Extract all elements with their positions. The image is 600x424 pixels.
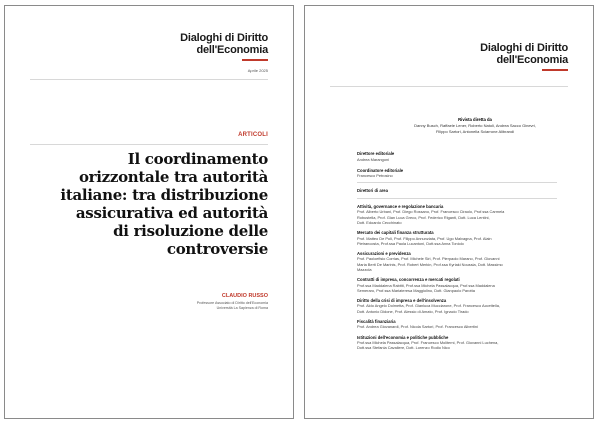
- article-cover-page: [4, 5, 294, 419]
- divider: [30, 144, 268, 145]
- area-members-line: Prof. Paoloefisio Corrias, Prof. Michele Siri, Prof. Pierpaolo Marano, Prof. Giovanni: [357, 256, 500, 262]
- area-members-line: Mazzola: [357, 266, 372, 272]
- issue-date: Aprile 2025: [247, 68, 268, 73]
- journal-title-line-2: dell'Economia: [496, 54, 568, 66]
- journal-title-line-1: Dialoghi di Diritto: [180, 32, 268, 44]
- area-members-line: Dott. Antonio Didone, Prof. Alessio di Amato, Prof. Ignacio Tirado: [357, 308, 469, 314]
- article-title: [38, 150, 268, 258]
- accent-bar: [242, 59, 268, 61]
- editorial-board-list: [357, 151, 557, 355]
- directors-block: [405, 117, 545, 134]
- area-block: [357, 230, 557, 246]
- area-block: [357, 298, 557, 314]
- area-block: [357, 277, 557, 293]
- area-members-line: Dott.ssa Stefania Cavaliere, Dott. Lorenzo Rodio Nico: [357, 345, 450, 351]
- section-label: ARTICOLI: [238, 132, 268, 138]
- accent-bar: [542, 69, 568, 71]
- article-title-line: Il coordinamento: [127, 150, 268, 168]
- area-directors-heading: Direttori di area: [357, 188, 388, 194]
- area-heading: Assicurazioni e previdenza: [357, 250, 411, 256]
- area-heading: Mercato dei capitali finanza strutturata: [357, 230, 434, 236]
- area-block: [357, 319, 557, 330]
- area-members-line: Robustella, Prof. Gian Luca Greco, Prof. Federico Riganti, Dott. Luca Lentini,: [357, 214, 490, 220]
- area-heading: Diritto della crisi di impresa e dell'insolvenza: [357, 297, 447, 303]
- area-members-line: Prof. Andrea Giovanardi, Prof. Nicola Sartori, Prof. Francesco Albertini: [357, 324, 478, 330]
- author-affiliation: Università La Sapienza di Roma: [216, 306, 268, 310]
- author-affiliation: Professore Associato di Diritto dell'Economia: [196, 301, 268, 305]
- journal-title-line-1: Dialoghi di Diritto: [480, 42, 568, 54]
- journal-title: [180, 32, 268, 56]
- area-members-line: Prof. Matteo De Poli, Prof. Filippo Annunziata, Prof. Ugo Malvagna, Prof. Alain: [357, 235, 492, 241]
- area-heading: Istituzioni dell'economia e politiche pubbliche: [357, 334, 449, 340]
- area-block: [357, 251, 557, 272]
- journal-title-line-2: dell'Economia: [196, 44, 268, 56]
- directors-heading: Rivista diretta da: [458, 117, 492, 122]
- article-title-line: controversie: [166, 240, 268, 258]
- coordinator-heading: Coordinatore editoriale: [357, 167, 404, 173]
- article-title-line: orizzontale tra autorità: [78, 168, 268, 186]
- divider: [357, 182, 557, 183]
- area-members-line: Maria Berti De Marinis, Prof. Robert Merkin, Prof.ssa Kyriaki Noussia, Dott. Massimo: [357, 261, 503, 267]
- area-block: [357, 204, 557, 225]
- editorial-board-page: [304, 5, 594, 419]
- article-title-line: assicurativa ed autorità: [75, 204, 268, 222]
- area-members-line: Prof. Aldo Angelo Dolmetta, Prof. Gianluca Mucciarone, Prof. Francesco Accettella,: [357, 303, 500, 309]
- area-list: [357, 204, 557, 351]
- area-heading: Attività, governance e regolazione bancaria: [357, 203, 444, 209]
- article-title-line: italiane: tra distribuzione: [60, 186, 268, 204]
- divider: [30, 79, 268, 80]
- editor-heading: Direttore editoriale: [357, 151, 395, 156]
- area-heading: Fiscalità finanziaria: [357, 318, 396, 324]
- area-members-line: Dott. Edoardo Cecchinato: [357, 219, 402, 225]
- area-members-line: Prof.ssa Michela Passalacqua, Prof. Francesco Moliterni, Prof. Giovanni Luchena,: [357, 340, 499, 346]
- journal-title: [480, 42, 568, 66]
- editor-name: Andrea Marangoni: [357, 156, 390, 162]
- area-heading: Contratti di impresa, concorrenza e mercati regolati: [357, 277, 460, 283]
- coordinator-name: Francesco Petrosino: [357, 173, 393, 179]
- area-members-line: Prof.ssa Maddalena Rabitti, Prof.ssa Michela Passalacqua, Prof.ssa Maddalena: [357, 282, 495, 288]
- area-members-line: Pietrancosta, Prof.ssa Paola Lucantoni, Dott.ssa Anna Toniolo: [357, 240, 464, 246]
- article-title-line: di risoluzione delle: [113, 222, 268, 240]
- author-name: CLAUDIO RUSSO: [221, 293, 268, 299]
- area-members-line: Semeraro, Prof.ssa Mariateresa Maggiolino, Dott. Gianpaolo Parotta: [357, 287, 475, 293]
- area-members-line: Prof. Alberto Urbani, Prof. Diego Rossano, Prof. Francesco Ciraolo, Prof.ssa Carmela: [357, 209, 505, 215]
- divider: [357, 198, 557, 199]
- directors-line: Danny Busch, Raffaele Lener, Roberto Natoli, Andrea Sacco Ginevri,: [414, 123, 536, 128]
- area-block: [357, 335, 557, 351]
- directors-line: Filippo Sartori, Antonella Sciarrone Alibrandi: [435, 128, 515, 134]
- divider: [330, 86, 568, 87]
